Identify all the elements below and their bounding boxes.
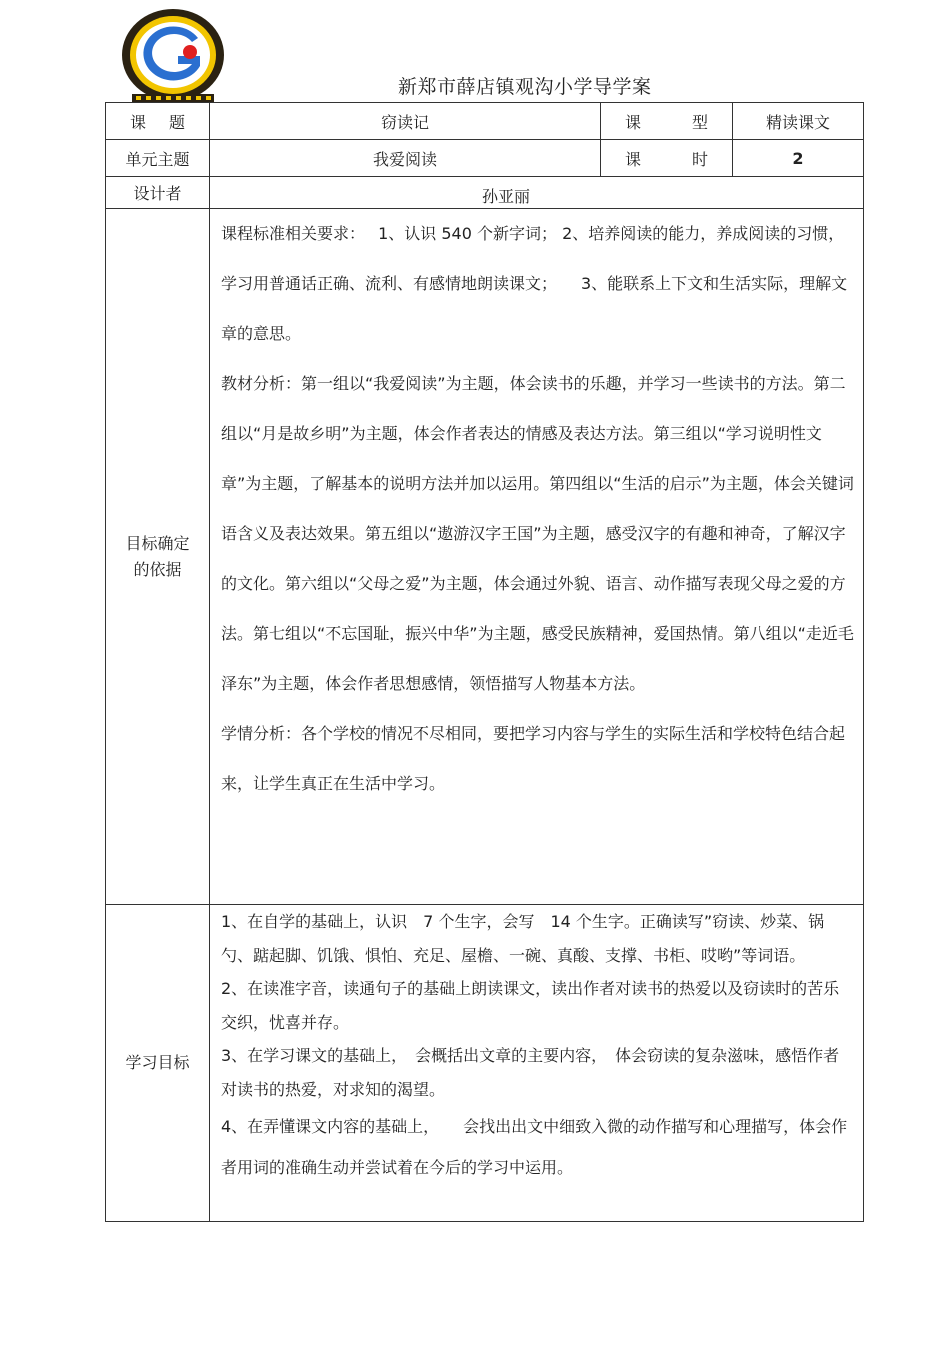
school-title: 新郑市薛店镇观沟小学导学案 <box>398 76 652 98</box>
topic-label: 课 题 <box>106 103 210 140</box>
objective-3: 3、在学习课文的基础上， 会概括出文章的主要内容， 体会窃读的复杂滋味，感悟作者对读书的热爱，对求知的渴望。 <box>221 1046 840 1099</box>
objective-4: 4、在弄懂课文内容的基础上， 会找出出文中细致入微的动作描写和心理描写，体会作者用词的准确生动并尝试着在今后的学习中运用。 <box>221 1117 848 1177</box>
row-topic <box>106 103 864 140</box>
row-basis <box>106 209 864 905</box>
period-value: 2 <box>733 140 864 177</box>
row-designer <box>106 177 864 209</box>
basis-content <box>210 209 864 905</box>
basis-label: 目标确定 的依据 <box>106 209 210 905</box>
unit-value: 我爱阅读 <box>210 140 601 177</box>
basis-standard: 课程标准相关要求： 1、认识 540 个新字词； 2、培养阅读的能力，养成阅读的习惯，学习用普通话正确、流利、有感情地朗读课文； 3、能联系上下文和生活实际，理解文章的意思。 <box>221 224 848 343</box>
basis-textbook: 教材分析：第一组以“我爱阅读”为主题，体会读书的乐趣，并学习一些读书的方法。第二组以“月是故乡明”为主题，体会作者表达的情感及表达方法。第三组以“学习说明性文章”为主题，了解基本的说明方法并加以运用。第四组以“生活的启示”为主题，体会关键词语含义及表达效果。第五组以“遨游汉字王国”为主题，感受汉字的有趣和神奇，了解汉字的文化。第六组以“父母之爱”为主题，体会通过外貌、语言、动作描写表现父母之爱的方法。第七组以“不忘国耻，振兴中华”为主题，感受民族精神，爱国热情。第八组以“走近毛泽东”为主题，体会作者思想感情，领悟描写人物基本方法。 <box>221 374 854 693</box>
basis-student: 学情分析：各个学校的情况不尽相同，要把学习内容与学生的实际生活和学校特色结合起来，让学生真正在生活中学习。 <box>221 724 846 793</box>
unit-label: 单元主题 <box>106 140 210 177</box>
designer-value: 孙亚丽 <box>210 177 864 209</box>
objectives-content <box>210 905 864 1222</box>
objectives-label: 学习目标 <box>106 905 210 1222</box>
row-objectives <box>106 905 864 1222</box>
school-logo <box>120 8 226 106</box>
period-label: 课 时 <box>601 140 733 177</box>
type-value: 精读课文 <box>733 103 864 140</box>
lesson-plan-table <box>105 102 864 1222</box>
designer-label: 设计者 <box>106 177 210 209</box>
objective-1: 1、在自学的基础上，认识 7 个生字，会写 14 个生字。正确读写”窃读、炒菜、锅勺、踮起脚、饥饿、惧怕、充足、屋檐、一碗、真酸、支撑、书柜、哎哟”等词语。 <box>221 912 825 965</box>
type-label: 课 型 <box>601 103 733 140</box>
row-unit <box>106 140 864 177</box>
topic-value: 窃读记 <box>210 103 601 140</box>
objective-2: 2、在读准字音，读通句子的基础上朗读课文，读出作者对读书的热爱以及窃读时的苦乐交织，忧喜并存。 <box>221 979 840 1032</box>
